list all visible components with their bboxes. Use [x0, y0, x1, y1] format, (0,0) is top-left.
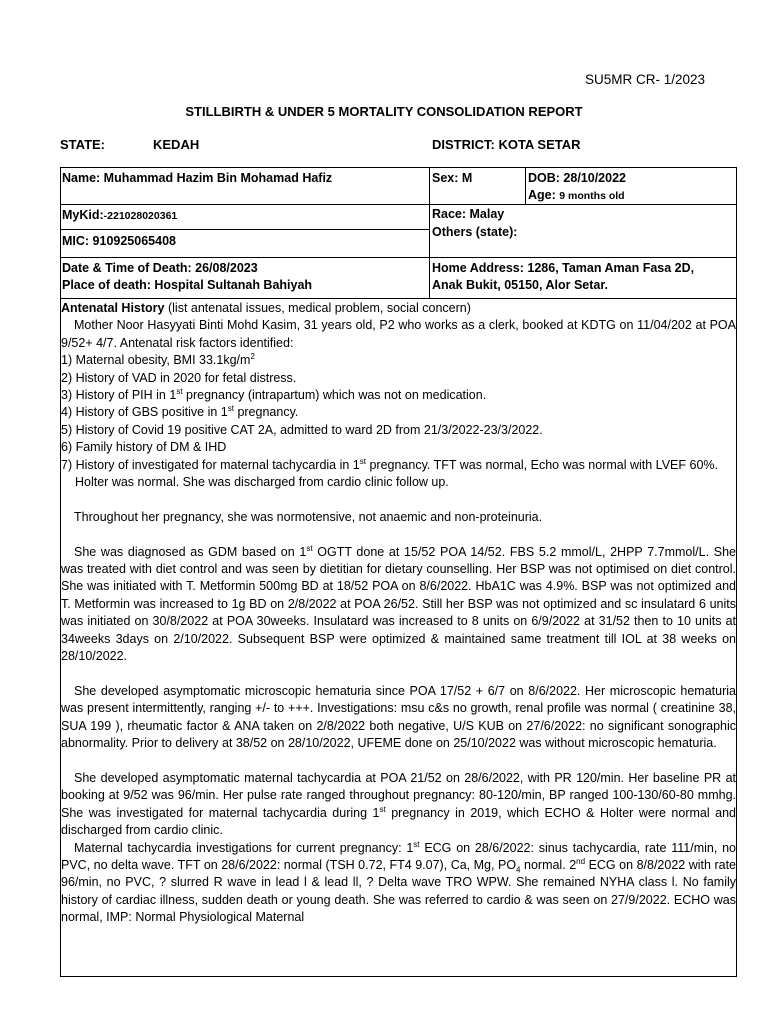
- risk-factor-3: 3) History of PIH in 1st pregnancy (intrapartum) which was not on medication.: [61, 386, 487, 403]
- risk-factor-5: 5) History of Covid 19 positive CAT 2A, admitted to ward 2D from 21/3/2022-23/3/2022.: [61, 422, 543, 437]
- paragraph-tachycardia-investigations: Maternal tachycardia investigations for current pregnancy: 1st ECG on 28/6/2022: sinus tachycardia, rate 111/min, no PVC, no delta wave. TFT on 28/6/2022: normal (TSH 0.72, FT4 9.07), Ca, Mg, $PO_4$ normal. 2nd ECG on 8/8/2022 with rate 96/min, no PVC, ? slurred R wave in lead l & lead ll, ? Delta wave TRO WPW. She remained NYHA class l. No family history of cardiac illness, sudden death or young death. She was referred to cardio & was seen on 27/9/2022. ECHO was normal, IMP: Normal Physiological Maternal: [61, 839, 736, 925]
- table-border-bottom: [60, 976, 737, 977]
- paragraph-normotensive: Throughout her pregnancy, she was normotensive, not anaemic and non-proteinuria.: [74, 509, 543, 524]
- state-value: KEDAH: [153, 137, 200, 152]
- death-place: Place of death: Hospital Sultanah Bahiyah: [62, 278, 313, 292]
- antenatal-heading-note: (list antenatal issues, medical problem, social concern): [164, 301, 471, 315]
- paragraph-gdm: She was diagnosed as GDM based on 1st OGTT done at 15/52 POA 14/52. FBS 5.2 mmol/L, 2HPP 7.7mmol/L. She was treated with diet control and was seen by dietitian for dietary counselling. Her BSP was not optimised on diet control. She was initiated with T. Metformin 500mg BD at 18/52 POA on 8/6/2022. HbA1C was 4.9%. BSP was not optimized and T. Metformin was increased to 1g BD on 2/8/2022 at POA 26/52. Still her BSP was not optimized and sc insulatard 6 units was initiated on 30/8/2022 at POA 30weeks. Insulatard was increased to 8 units on 6/9/2022 at 31/52 then to 10 units at 34weeks 3days on 2/10/2022. Subsequent BSP were optimized & maintained same treatment till IOL at 38 weeks on 28/10/2022.: [61, 543, 736, 664]
- risk-factor-6: 6) Family history of DM & IHD: [61, 440, 227, 455]
- death-datetime: Date & Time of Death: 26/08/2023: [62, 261, 258, 275]
- patient-race: Race: Malay: [432, 207, 505, 221]
- patient-others-state: Others (state):: [432, 225, 518, 239]
- patient-age: [528, 186, 625, 205]
- patient-sex: Sex: M: [432, 171, 473, 185]
- antenatal-heading: [61, 300, 736, 317]
- column-divider: [429, 167, 430, 298]
- antenatal-heading-title: Antenatal History: [61, 301, 165, 315]
- risk-factor-2: 2) History of VAD in 2020 for fetal distress.: [61, 370, 297, 385]
- table-border-top: [60, 167, 737, 168]
- row-divider: [60, 229, 430, 230]
- table-border-right: [736, 167, 737, 977]
- mykid-label: MyKid:: [62, 208, 104, 222]
- row-divider: [60, 257, 737, 258]
- risk-factor-1: 1) Maternal obesity, BMI $33.1kg/m^2$: [61, 352, 255, 368]
- age-value: 9 months old: [559, 190, 625, 202]
- age-label: Age:: [528, 188, 556, 202]
- home-address-line1: Home Address: 1286, Taman Aman Fasa 2D,: [432, 261, 695, 275]
- column-divider: [525, 167, 526, 204]
- row-divider: [60, 298, 737, 299]
- row-divider: [60, 204, 737, 205]
- paragraph-hematuria: She developed asymptomatic microscopic hematuria since POA 17/52 + 6/7 on 8/6/2022. Her microscopic hematuria was present intermittently, ranging +/- to +++. Investigations: msu c&s no growth, renal profile was normal ( creatinine 38, SUA 199 ), rheumatic factor & ANA taken on 2/8/2022 both negative, U/S KUB on 27/6/2022: no significant sonographic abnormality. Prior to delivery at 38/52 on 28/10/2022, UFEME done on 25/10/2022 was without microscopic hematuria.: [61, 683, 736, 751]
- patient-mykid: [62, 206, 177, 225]
- patient-name: Name: Muhammad Hazim Bin Mohamad Hafiz: [62, 171, 333, 185]
- antenatal-intro: Mother Noor Hasyyati Binti Mohd Kasim, 31 years old, P2 who works as a clerk, booked at KDTG on 11/04/202 at POA 9/52+ 4/7. Antenatal risk factors identified:: [61, 318, 736, 350]
- paragraph-tachycardia: She developed asymptomatic maternal tachycardia at POA 21/52 on 28/6/2022, with PR 120/min. Her baseline PR at booking at 9/52 was 96/min. Her pulse rate ranged throughout pregnancy: 80-120/min, BP ranged 100-130/60-80 mmhg. She was investigated for maternal tachycardia during 1st pregnancy in 2019, which ECHO & Holter were normal and discharged from cardio clinic.: [61, 770, 736, 838]
- patient-dob: DOB: 28/10/2022: [528, 171, 626, 185]
- report-title: STILLBIRTH & UNDER 5 MORTALITY CONSOLIDATION REPORT: [185, 104, 583, 119]
- home-address-line2: Anak Bukit, 05150, Alor Setar.: [432, 278, 609, 292]
- risk-factor-7: 7) History of investigated for maternal tachycardia in 1st pregnancy. TFT was normal, Echo was normal with LVEF 60%. Holter was normal. She was discharged from cardio clinic follow up.: [61, 456, 718, 490]
- report-reference: SU5MR CR- 1/2023: [585, 72, 706, 87]
- patient-mic: MIC: 910925065408: [62, 234, 176, 248]
- antenatal-history-section: [61, 300, 736, 927]
- risk-factor-4: 4) History of GBS positive in 1st pregnancy.: [61, 404, 299, 420]
- mykid-value: -221028020361: [103, 210, 178, 222]
- district: DISTRICT: KOTA SETAR: [432, 137, 581, 152]
- state-label: STATE:: [60, 137, 106, 152]
